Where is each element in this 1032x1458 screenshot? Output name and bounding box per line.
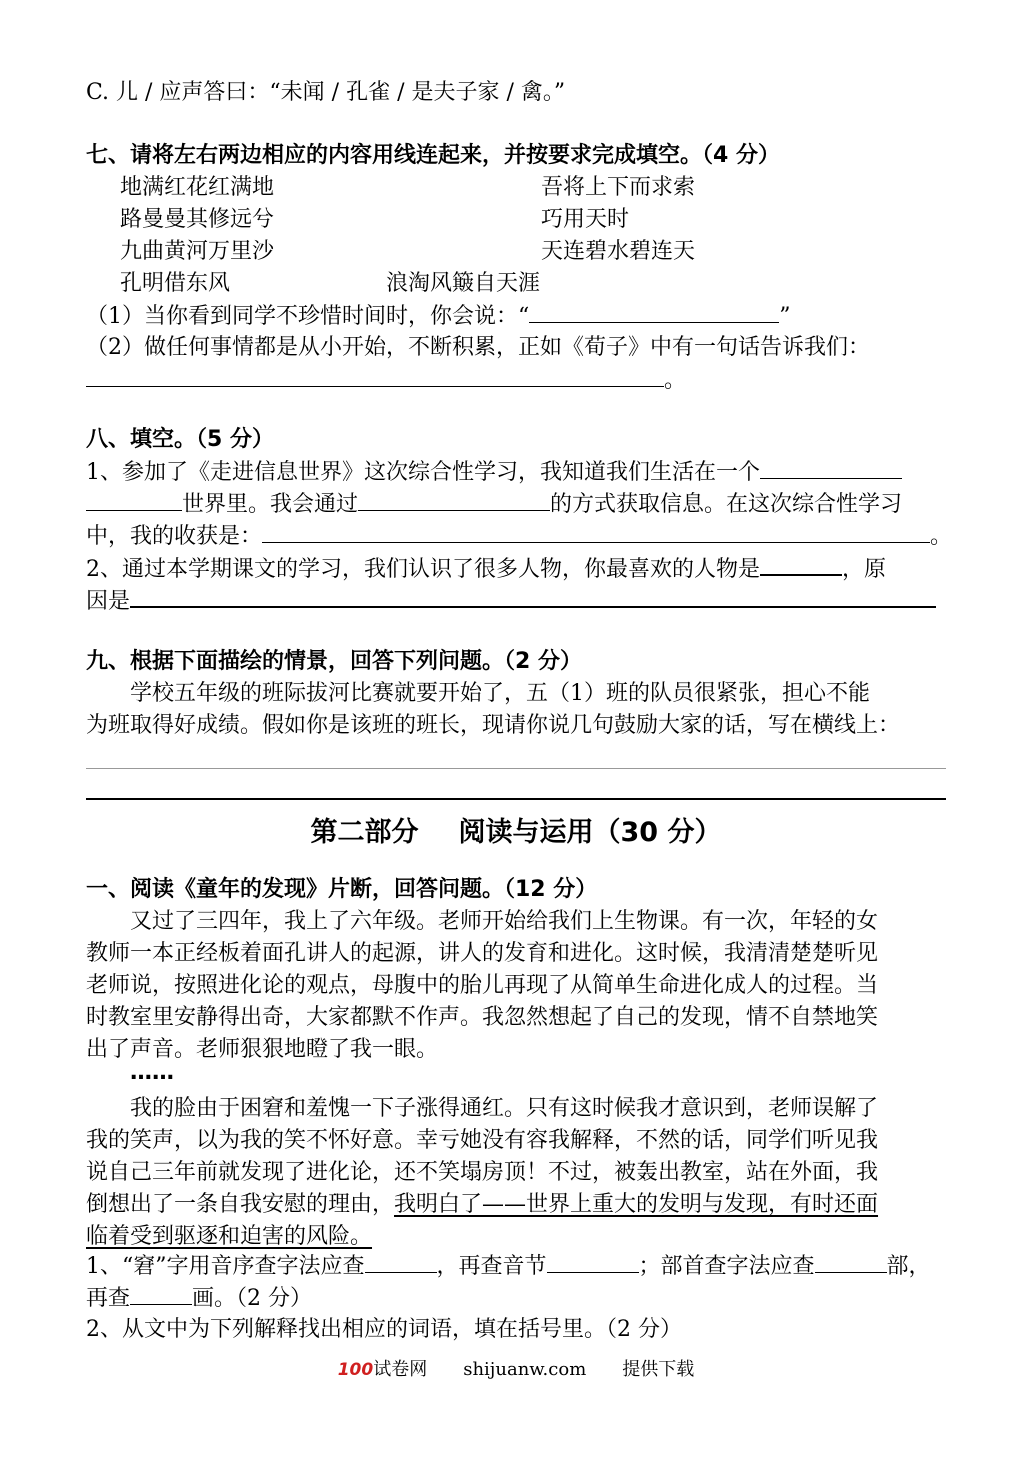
rq1-blank-2[interactable] bbox=[547, 1250, 639, 1273]
part-2-title bbox=[0, 813, 1032, 853]
s8-q1-blank-1[interactable] bbox=[760, 456, 902, 479]
reading-ellipsis: …… bbox=[130, 1060, 174, 1085]
rq1-text-a: 1、“窘”字用音序查字法应查 bbox=[86, 1254, 365, 1279]
reading-paragraph-line: 老师说，按照进化论的观点，母腹中的胎儿再现了从简单生命进化成人的过程。当 bbox=[86, 973, 879, 998]
site-logo: 100 bbox=[337, 1360, 374, 1380]
section-7-heading: 七、请将左右两边相应的内容用线连起来，并按要求完成填空。（4 分） bbox=[86, 143, 780, 168]
part-name: 阅读与运用（30 分） bbox=[458, 817, 722, 848]
s8-q1-blank-3[interactable] bbox=[262, 520, 930, 543]
s8-q1-period: 。 bbox=[930, 524, 953, 549]
section-9-paragraph-2: 为班取得好成绩。假如你是该班的班长，现请你说几句鼓励大家的话，写在横线上： bbox=[86, 713, 901, 738]
q2-period: 。 bbox=[664, 368, 687, 393]
s8-q1-text-b1: 世界里。我会通过 bbox=[182, 492, 359, 517]
match-right-1: 吾将上下而求索 bbox=[541, 175, 696, 200]
q1-close-quote: ” bbox=[779, 304, 791, 329]
rq1-blank-3[interactable] bbox=[815, 1250, 887, 1273]
section-7-question-2-answer bbox=[86, 364, 948, 397]
site-name: 试卷网 bbox=[373, 1359, 428, 1380]
q1-text: （1）当你看到同学不珍惜时间时，你会说：“ bbox=[86, 304, 530, 329]
section-8-q2-line-1 bbox=[86, 552, 948, 586]
underlined-sentence-end: 临着受到驱逐和迫害的风险。 bbox=[86, 1224, 373, 1249]
rq1-text-b: ，再查音节 bbox=[436, 1254, 547, 1279]
footer-note: 提供下载 bbox=[622, 1359, 695, 1380]
reading-question-1 bbox=[86, 1250, 948, 1283]
site-domain[interactable]: shijuanw.com bbox=[463, 1359, 587, 1380]
section-8-q1-line-3 bbox=[86, 520, 953, 553]
section-9-paragraph-1: 学校五年级的班际拔河比赛就要开始了，五（1）班的队员很紧张，担心不能 bbox=[130, 681, 870, 706]
section-7-question-2: （2）做任何事情都是从小开始，不断积累，正如《荀子》中有一句话告诉我们： bbox=[86, 335, 870, 360]
rq1-text-f: 画。（2 分） bbox=[192, 1286, 313, 1311]
match-left-2: 路曼曼其修远兮 bbox=[120, 207, 275, 232]
footer bbox=[0, 1356, 1032, 1384]
rq1-blank-4[interactable] bbox=[130, 1282, 192, 1305]
part-label: 第二部分 bbox=[310, 817, 419, 848]
reading-paragraph-line: 说自己三年前就发现了进化论，还不笑塌房顶！不过，被轰出教室，站在外面，我 bbox=[86, 1160, 879, 1185]
section-9-heading: 九、根据下面描绘的情景，回答下列问题。（2 分） bbox=[86, 649, 582, 674]
reading-1-heading: 一、阅读《童年的发现》片断，回答问题。（12 分） bbox=[86, 877, 598, 902]
s8-q2-blank-1[interactable] bbox=[760, 552, 842, 576]
underlined-sentence: 我明白了——世界上重大的发明与发现，有时还面 bbox=[394, 1192, 879, 1217]
s8-q1-blank-2[interactable] bbox=[358, 488, 550, 511]
section-8-heading: 八、填空。（5 分） bbox=[86, 427, 274, 452]
match-left-3: 九曲黄河万里沙 bbox=[120, 239, 275, 264]
option-c: C. 儿 / 应声答曰：“未闻 / 孔雀 / 是夫子家 / 禽。” bbox=[86, 80, 566, 105]
reading-question-1-cont bbox=[86, 1282, 948, 1315]
reading-paragraph-line bbox=[86, 1221, 948, 1253]
s8-q1-text-c: 中，我的收获是： bbox=[86, 524, 263, 549]
reading-paragraph-line: 教师一本正经板着面孔讲人的起源，讲人的发育和进化。这时候，我清清楚楚听见 bbox=[86, 941, 879, 966]
match-left-4: 孔明借东风 bbox=[120, 271, 231, 296]
reading-paragraph-line: 我的脸由于困窘和羞愧一下子涨得通红。只有这时候我才意识到，老师误解了 bbox=[130, 1096, 879, 1121]
rq1-text-c: ；部首查字法应查 bbox=[638, 1254, 815, 1279]
section-8-q2-line-2 bbox=[86, 584, 948, 618]
s8-q2-text-a-end: ，原 bbox=[842, 557, 887, 582]
rq1-text-e: 再查 bbox=[86, 1286, 131, 1311]
reading-text: 倒想出了一条自我安慰的理由， bbox=[86, 1192, 395, 1217]
q2-blank[interactable] bbox=[86, 364, 664, 387]
rq1-text-d: 部， bbox=[886, 1254, 931, 1279]
s8-q2-blank-2[interactable] bbox=[130, 584, 936, 608]
reading-paragraph-line: 又过了三四年，我上了六年级。老师开始给我们上生物课。有一次，年轻的女 bbox=[130, 909, 879, 934]
reading-paragraph-line: 出了声音。老师狠狠地瞪了我一眼。 bbox=[86, 1037, 439, 1062]
reading-question-2: 2、从文中为下列解释找出相应的词语，填在括号里。（2 分） bbox=[86, 1317, 682, 1342]
section-8-q1-line-1 bbox=[86, 456, 948, 489]
s8-q1-text-b2: 的方式获取信息。在这次综合性学习 bbox=[550, 492, 903, 517]
section-8-q1-line-2 bbox=[86, 488, 948, 521]
match-left-1: 地满红花红满地 bbox=[120, 175, 275, 200]
part-divider bbox=[86, 798, 946, 800]
section-9-answer-line[interactable] bbox=[86, 768, 946, 769]
match-right-2: 巧用天时 bbox=[541, 207, 630, 232]
reading-paragraph-line bbox=[86, 1189, 948, 1221]
reading-paragraph-line: 时教室里安静得出奇，大家都默不作声。我忽然想起了自己的发现，情不自禁地笑 bbox=[86, 1005, 879, 1030]
rq1-blank-1[interactable] bbox=[365, 1250, 437, 1273]
match-right-4: 浪淘风簸自天涯 bbox=[386, 271, 541, 296]
match-right-3: 天连碧水碧连天 bbox=[541, 239, 696, 264]
s8-q1-blank-1-cont[interactable] bbox=[86, 488, 182, 511]
q1-blank[interactable] bbox=[529, 300, 779, 323]
s8-q2-text-a: 2、通过本学期课文的学习，我们认识了很多人物，你最喜欢的人物是 bbox=[86, 557, 760, 582]
reading-paragraph-line: 我的笑声，以为我的笑不怀好意。幸亏她没有容我解释，不然的话，同学们听见我 bbox=[86, 1128, 879, 1153]
s8-q1-text-a: 1、参加了《走进信息世界》这次综合性学习，我知道我们生活在一个 bbox=[86, 460, 760, 485]
s8-q2-text-b: 因是 bbox=[86, 589, 131, 614]
section-7-question-1 bbox=[86, 300, 948, 333]
